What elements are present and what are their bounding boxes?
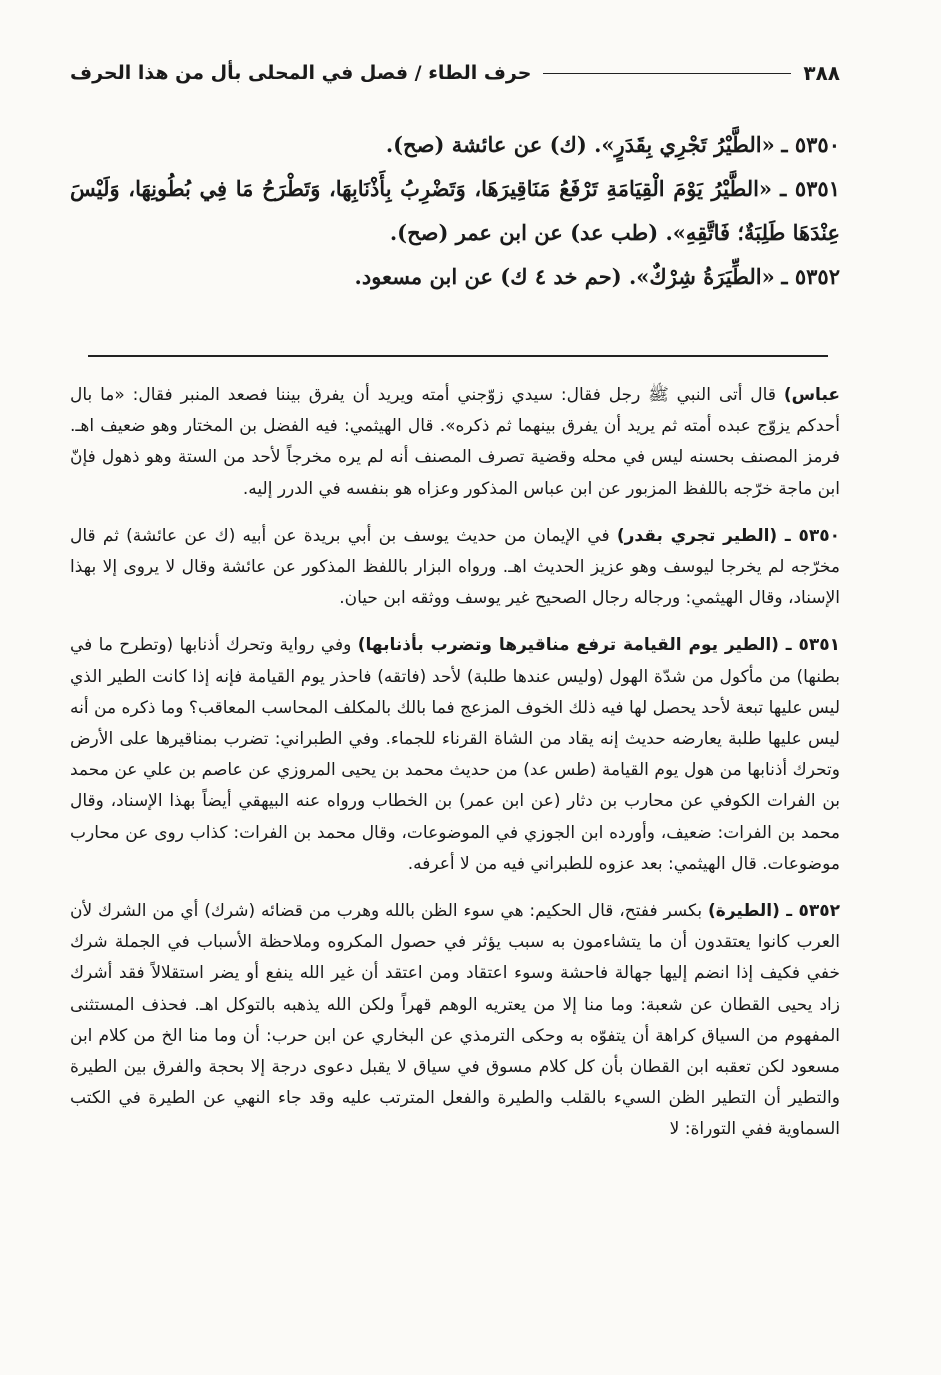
commentary-text: في الإيمان من حديث يوسف بن أبي بريدة عن أبيه (ك عن عائشة) ثم قال مخرّجه لم يخرجا ليوسف وهو عزيز الحديث اهـ. ورواه البزار باللفظ المذكور عن عائشة وقال لا يروى إلا بهذا الإسناد، وقال الهيثمي: ورجاله رجال الصحيح غير يوسف ووثقه ابن حيان.	[70, 525, 840, 609]
hadith-5350	[70, 123, 840, 167]
page-header	[70, 55, 840, 91]
commentary-lead: ٥٣٥١ ـ (الطير يوم القيامة ترفع مناقيرها وتضرب بأذنابها)	[357, 635, 841, 656]
header-rule	[543, 73, 791, 74]
hadith-5351	[70, 167, 840, 255]
commentary-section	[70, 380, 840, 1162]
commentary-lead: ٥٣٥٢ ـ (الطيرة)	[708, 901, 840, 922]
commentary-text: قال أتى النبي ﷺ رجل فقال: سيدي زوّجني أمته ويريد أن يفرق بيننا فصعد المنبر فقال: «ما بال أحدكم يزوّج عبده أمته ثم يريد أن يفرق بينهما ثم ذكره». قال الهيثمي: فيه الفضل بن المختار وهو ضعيف اهـ. فرمز المصنف بحسنه ليس في محله وقضية تصرف المصنف أنه لم يره مخرجاً لأحد من الستة وهو ذهول فإنّ ابن ماجة خرّجه باللفظ المزبور عن ابن عباس المذكور وعزاه هو بنفسه في الدرر إليه.	[70, 385, 840, 499]
commentary-paragraph	[70, 630, 840, 880]
page-number: ٣٨٨	[803, 61, 840, 85]
commentary-paragraph	[70, 521, 840, 615]
commentary-paragraph	[70, 380, 840, 505]
hadith-number: ٥٣٥١ ـ	[780, 176, 840, 201]
hadith-list	[70, 123, 840, 299]
hadith-number: ٥٣٥٢ ـ	[781, 264, 840, 289]
hadith-text: «الطَّيْرُ يَوْمَ الْقِيَامَةِ تَرْفَعُ مَنَاقِيرَهَا، وَتَضْرِبُ بِأَذْنَابِهَا، وَتَطْرَحُ مَا فِي بُطُونِهَا، وَلَيْسَ عِنْدَهَا طَلِبَةٌ؛ فَاتَّقِهِ». (طب عد) عن ابن عمر (صح).	[70, 176, 840, 245]
commentary-text: بكسر ففتح، قال الحكيم: هي سوء الظن بالله وهرب من قضائه (شرك) أي من الشرك لأن العرب كانوا يعتقدون أن ما يتشاءمون به سبب يؤثر في حصول المكروه وملاحظة الأسباب في الجملة شرك خفي فكيف إذا انضم إليها جهالة فاحشة وسوء اعتقاد ومن اعتقد أن غير الله ينفع أو يضر استقلالاً فقد أشرك زاد يحيى القطان عن شعبة: وما منا إلا من يعتريه الوهم قهراً ولكن الله يذهبه بالتوكل اهـ. فحذف المستثنى المفهوم من السياق كراهة أن يتفوّه به وحكى الترمذي عن البخاري عن ابن حرب: أن وما منا الخ من كلام ابن مسعود لكن تعقبه ابن القطان بأن كل كلام مسوق في سياق لا يقبل دعوى درجة إلا بحجة والفرق بين الطيرة والتطير أن التطير الظن السيء بالقلب والطيرة والفعل المترتب عليه وقد جاء النهي عن الطيرة في الكتب السماوية ففي التوراة: لا	[70, 901, 840, 1140]
book-page	[70, 55, 840, 1345]
hadith-5352	[70, 255, 840, 299]
commentary-lead: ٥٣٥٠ ـ (الطير تجري بقدر)	[616, 525, 840, 546]
hadith-text: «الطِّيَرَةُ شِرْكٌ». (حم خد ٤ ك) عن ابن مسعود.	[354, 264, 775, 289]
footnote-separator	[88, 355, 828, 357]
commentary-lead: عباس)	[783, 385, 840, 405]
hadith-text: «الطَّيْرُ تَجْرِي بِقَدَرٍ». (ك) عن عائشة (صح).	[385, 132, 775, 157]
running-title: حرف الطاء / فصل في المحلى بأل من هذا الحرف	[70, 62, 532, 84]
commentary-paragraph	[70, 896, 840, 1146]
hadith-number: ٥٣٥٠ ـ	[781, 132, 840, 157]
commentary-text: وفي رواية وتحرك أذنابها (وتطرح ما في بطنها) من مأكول من شدّة الهول (وليس عندها طلبة) لأحد (فاتقه) فاحذر يوم القيامة فإنه إذا كانت الطير الذي ليس عليها تبعة لأحد يحصل لها فيه ذلك الخوف المزعج فما بالك بالمكلف المحاسب المعاقب؟ وما ذكره من أنه ليس عليها طلبة يعارضه حديث إنه يقاد من الشاة القرناء للجماء. وفي الطبراني: تضرب بمناقيرها على الأرض وتحرك أذنابها من هول يوم القيامة (طس عد) من حديث محمد بن يحيى المروزي عن عاصم بن علي عن محمد بن الفرات الكوفي عن محارب بن دثار (عن ابن عمر) بن الخطاب ورواه عنه البيهقي أيضاً بهذا الإسناد، وقال محمد بن الفرات: ضعيف، وأورده ابن الجوزي في الموضوعات، وقال محمد بن الفرات: كذاب روى عن محارب موضوعات. قال الهيثمي: بعد عزوه للطبراني فيه من لا أعرفه.	[70, 635, 840, 874]
